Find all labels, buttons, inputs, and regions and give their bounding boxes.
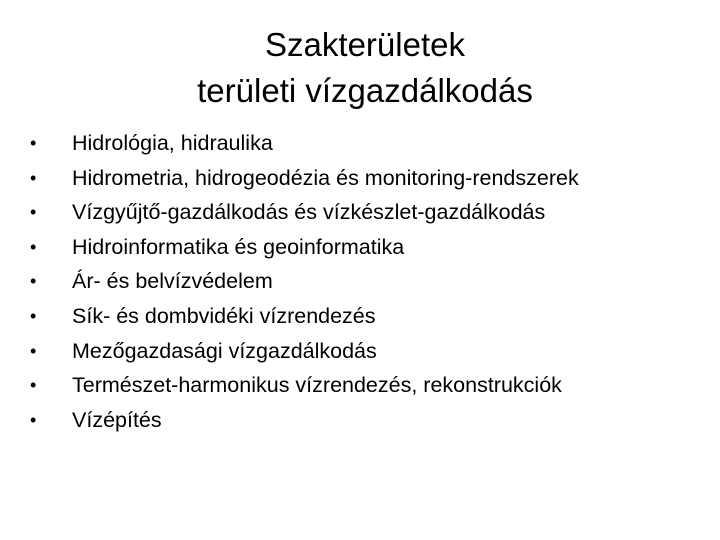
slide-title xyxy=(40,22,690,114)
bullet-item xyxy=(30,126,700,161)
bullet-text: Vízépítés xyxy=(72,407,162,432)
bullet-text: Hidrológia, hidraulika xyxy=(72,131,273,155)
bullet-text: Természet-harmonikus vízrendezés, rekonstrukciók xyxy=(72,373,562,398)
bullet-text: Vízgyűjtő-gazdálkodás és vízkészlet-gazdálkodás xyxy=(72,200,546,225)
bullet-item xyxy=(30,368,700,403)
bullet-item xyxy=(30,195,700,230)
bullet-list xyxy=(30,126,700,437)
bullet-text: Sík- és dombvidéki vízrendezés xyxy=(72,303,376,328)
bullet-item xyxy=(30,299,700,334)
bullet-icon: • xyxy=(30,202,37,223)
bullet-icon: • xyxy=(30,167,37,188)
bullet-icon: • xyxy=(30,305,37,326)
bullet-item xyxy=(30,161,700,196)
bullet-text: Hidroinformatika és geoinformatika xyxy=(72,234,405,259)
bullet-icon: • xyxy=(30,236,37,257)
bullet-item xyxy=(30,264,700,299)
slide-title-line-2: területi vízgazdálkodás xyxy=(197,72,533,109)
bullet-item xyxy=(30,230,700,265)
bullet-icon: • xyxy=(30,340,37,361)
bullet-item xyxy=(30,334,700,369)
bullet-text: Mezőgazdasági vízgazdálkodás xyxy=(72,338,377,363)
bullet-text: Ár- és belvízvédelem xyxy=(72,269,273,294)
bullet-text: Hidrometria, hidrogeodézia és monitoring-rendszerek xyxy=(72,165,579,190)
bullet-icon: • xyxy=(30,271,37,292)
bullet-icon: • xyxy=(30,409,37,430)
bullet-icon: • xyxy=(30,375,37,396)
bullet-item xyxy=(30,403,700,438)
bullet-icon: • xyxy=(30,133,37,153)
slide-title-line-1: Szakterületek xyxy=(265,26,465,63)
